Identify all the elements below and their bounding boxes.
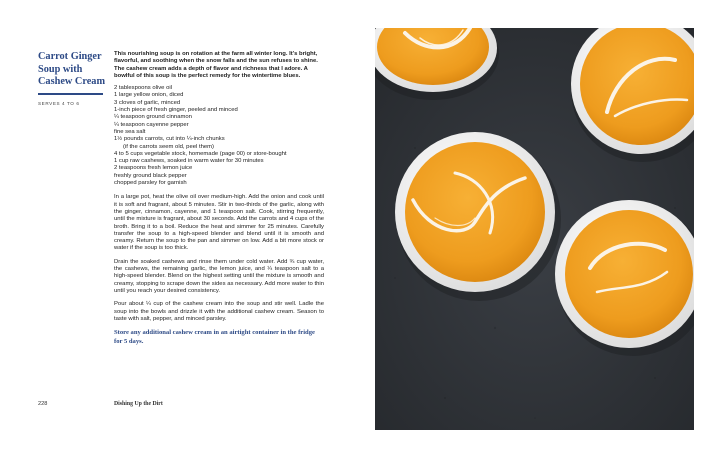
page-number: 228 xyxy=(38,401,48,407)
ingredient: freshly ground black pepper xyxy=(114,172,187,179)
title-rule xyxy=(38,93,103,95)
recipe-title: Carrot Ginger Soup with Cashew Cream xyxy=(38,51,106,87)
method-step: Drain the soaked cashews and rinse them under cold water. Add ¾ cup water, the cashews, the remaining garlic, the lemon juice, and ¼ teaspoon salt to a high-speed blender. Blend on the highest setting until the mixture is smooth and creamy, stopping to scrape down the sides as necessary. Add more water to thin until you reach your desired consistency. xyxy=(114,258,324,294)
recipe-intro: This nourishing soup is on rotation at the farm all winter long. It's bright, flavorful, and soothing when the snow falls and the sun refuses to shine. The cashew cream adds a depth of flavor and richness that I adore. A bowlful of this soup is the perfect remedy for the wintertime blues. xyxy=(114,51,318,79)
ingredient: 4 to 5 cups vegetable stock, homemade (page 00) or store-bought xyxy=(114,150,287,157)
ingredient: 1-inch piece of fresh ginger, peeled and minced xyxy=(114,107,238,114)
ingredient: 2 teaspoons fresh lemon juice xyxy=(114,165,193,172)
ingredient: chopped parsley for garnish xyxy=(114,180,187,187)
ingredient-note: (if the carrots seem old, peel them) xyxy=(123,143,215,150)
servings-label: SERVES 4 TO 6 xyxy=(38,101,80,106)
ingredient: fine sea salt xyxy=(114,128,146,135)
ingredient: 2 tablespoons olive oil xyxy=(114,85,172,92)
storage-note: Store any additional cashew cream in an airtight container in the fridge for 5 days. xyxy=(114,329,315,345)
method-step: Pour about ¼ cup of the cashew cream into the soup and stir well. Ladle the soup into the bowls and drizzle it with the additional cashew cream. Season to taste with salt, pepper, and minced parsley. xyxy=(114,301,324,322)
ingredient: 3 cloves of garlic, minced xyxy=(114,99,181,106)
ingredient-list xyxy=(114,85,324,187)
ingredient: 1 large yellow onion, diced xyxy=(114,92,184,99)
soup-photo xyxy=(375,28,694,430)
method xyxy=(114,194,324,323)
ingredient: ¼ teaspoon cayenne pepper xyxy=(114,121,189,128)
ingredient: ¼ teaspoon ground cinnamon xyxy=(114,114,192,121)
ingredient: 1 cup raw cashews, soaked in warm water for 30 minutes xyxy=(114,158,264,165)
ingredient: 1½ pounds carrots, cut into ¼-inch chunks xyxy=(114,136,225,143)
recipe-body xyxy=(114,51,324,346)
method-step: In a large pot, heat the olive oil over medium-high. Add the onion and cook until it is soft and fragrant, about 5 minutes. Stir in two-thirds of the garlic, along with the ginger, cinnamon, cayenne, and 1 teaspoon salt. Cook, stirring frequently, until the mixture is fragrant, about 30 seconds. Add the carrots and 4 cups of the broth. Bring it to a boil. Reduce the heat and simmer for 25 minutes. Carefully transfer the soup to a high-speed blender and blend until it is smooth and creamy. Return the soup to the pan and simmer on low. Add a bit more stock or water if the soup is too thick. xyxy=(114,194,324,252)
running-head: Dishing Up the Dirt xyxy=(114,401,163,407)
soup-bowls-illustration xyxy=(375,28,694,430)
